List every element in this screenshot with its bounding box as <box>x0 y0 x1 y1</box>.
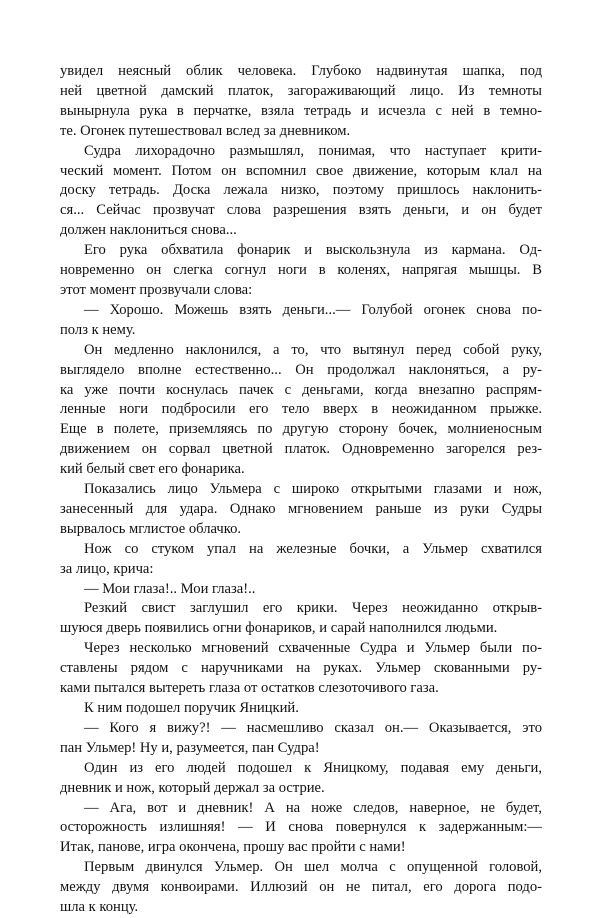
text-line: занесенный для удара. Однако мгновением раньше из руки Судры <box>60 500 542 517</box>
text-line: осторожность излишняя! — И снова повернулся к задержанным:— <box>60 819 542 836</box>
text-line: ка уже почти коснулась пачек с деньгами, когда внезапно распрям- <box>60 381 542 398</box>
text-line: ся... Сейчас прозвучат слова разрешения взять деньги, и он будет <box>60 202 542 219</box>
paragraph <box>60 580 542 600</box>
text-line: Судра лихорадочно размышлял, понимая, что наступает крити- <box>84 142 542 159</box>
text-line: увидел неясный облик человека. Глубоко надвинутая шапка, под <box>60 63 542 79</box>
paragraph <box>60 241 542 301</box>
text-line: полз к нему. <box>60 321 136 338</box>
text-line: выглядело вполне естественно... Он продолжал наклоняться, а ру- <box>60 361 542 378</box>
paragraph <box>60 719 542 759</box>
text-line: Он медленно наклонился, а то, что вытянул перед собой руку, <box>84 341 542 358</box>
text-line: за лицо, крича: <box>60 560 154 577</box>
text-line: — Кого я вижу?! — насмешливо сказал он.— Оказывается, это <box>84 719 542 736</box>
paragraph <box>60 759 542 799</box>
text-line: вынырнула рука в перчатке, взяла тетрадь и исчезла с ней в темно- <box>60 102 542 119</box>
text-line: — Мои глаза!.. Мои глаза!.. <box>84 580 256 597</box>
text-line: Его рука обхватила фонарик и выскользнула из кармана. Од- <box>84 242 542 259</box>
text-line: этот момент прозвучали слова: <box>60 281 253 298</box>
text-line: Через несколько мгновений схваченные Судра и Ульмер были по- <box>84 640 542 657</box>
text-line: вырвалось мглистое облачко. <box>60 520 242 537</box>
text-line: ленные ноги подбросили его тело вверх в неожиданном прыжке. <box>60 401 542 418</box>
text-line: Показались лицо Ульмера с широко открытыми глазами и нож, <box>84 481 542 498</box>
paragraph <box>60 341 542 480</box>
paragraph <box>60 62 542 142</box>
text-line: ней цветной дамский платок, загораживающий лицо. Из темноты <box>60 82 542 99</box>
text-line: доску тетрадь. Доска лежала низко, поэтому пришлось наклонить- <box>60 182 542 199</box>
text-line: пан Ульмер! Ну и, разумеется, пан Судра! <box>60 739 320 756</box>
paragraph <box>60 799 542 859</box>
paragraph <box>60 540 542 580</box>
text-line: Резкий свист заглушил его крики. Через неожиданно открыв- <box>84 600 542 617</box>
paragraph <box>60 142 542 242</box>
text-line: — Ага, вот и дневник! А на ноже следов, наверное, не будет, <box>84 799 542 816</box>
text-line: — Хорошо. Можешь взять деньги...— Голубой огонек снова по- <box>84 301 542 318</box>
text-line: ставлены рядом с наручниками на руках. Ульмер скованными ру- <box>60 660 542 677</box>
text-line: шуюся дверь появились огни фонариков, и сарай наполнился людьми. <box>60 620 498 637</box>
text-line: Нож со стуком упал на железные бочки, а Ульмер схватился <box>84 540 542 557</box>
paragraph <box>60 858 542 918</box>
paragraph <box>60 639 542 699</box>
text-line: Еще в полете, приземляясь по другую сторону бочек, молниеносным <box>60 421 542 438</box>
text-line: между двумя конвоирами. Иллюзий он не питал, его дорога подо- <box>60 879 542 896</box>
text-line: ками пытался вытереть глаза от остатков слезоточивого газа. <box>60 680 439 697</box>
text-line: движением он сорвал цветной платок. Одновременно загорелся рез- <box>60 441 542 458</box>
paragraph <box>60 301 542 341</box>
text-line: Первым двинулся Ульмер. Он шел молча с опущенной головой, <box>84 859 542 876</box>
text-line: шла к концу. <box>60 899 139 916</box>
text-line: новременно он слегка согнул ноги в коленях, напрягая мышцы. В <box>60 262 542 279</box>
text-line: Итак, панове, игра окончена, прошу вас пройти с нами! <box>60 839 406 856</box>
text-line: дневник и нож, который держал за острие. <box>60 779 325 796</box>
book-page <box>60 62 542 918</box>
paragraph <box>60 480 542 540</box>
text-line: ческий момент. Потом он вспомнил свое движение, которым клал на <box>60 162 542 179</box>
text-line: К ним подошел поручик Яницкий. <box>84 700 299 716</box>
text-line: те. Огонек путешествовал вслед за дневником. <box>60 122 351 139</box>
text-line: кий белый свет его фонарика. <box>60 461 245 478</box>
paragraph <box>60 599 542 639</box>
text-line: должен наклониться снова... <box>60 222 237 239</box>
text-line: Один из его людей подошел к Яницкому, подавая ему деньги, <box>84 759 542 776</box>
paragraph <box>60 699 542 719</box>
